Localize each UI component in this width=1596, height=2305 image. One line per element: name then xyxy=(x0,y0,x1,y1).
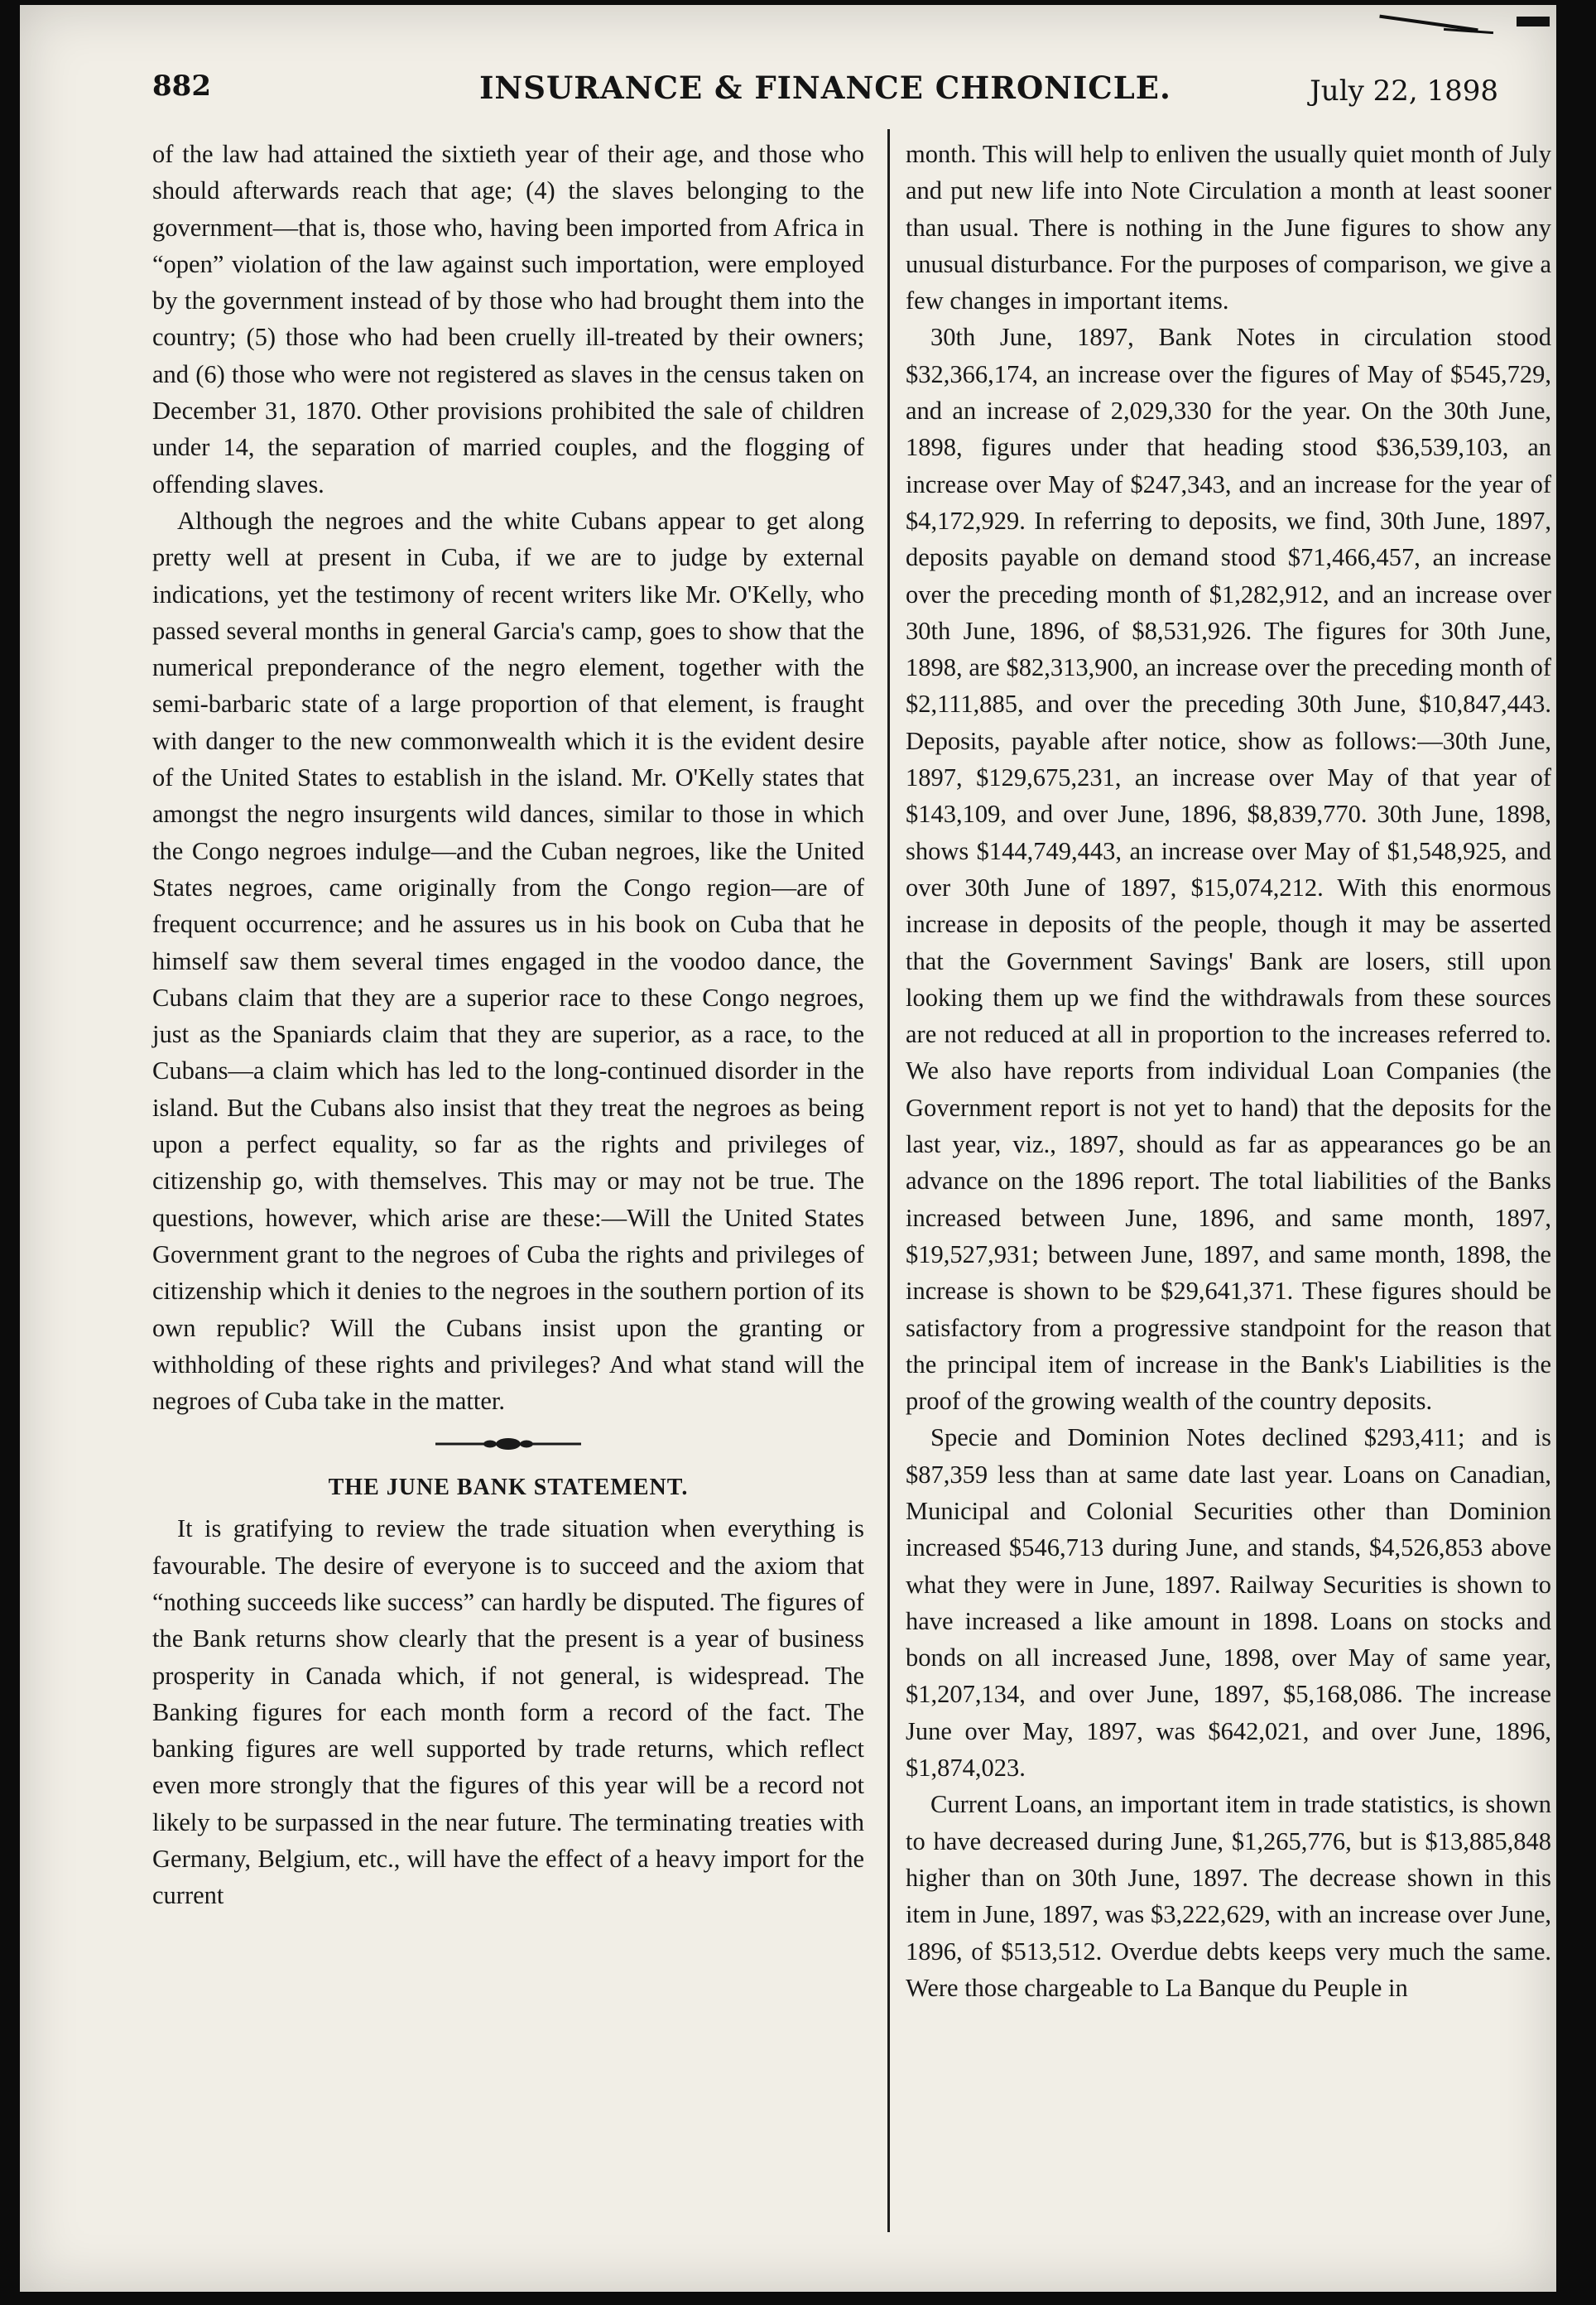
article-paragraph: of the law had attained the sixtieth year of their age, and those who should afterwards reach that age; (4) the slaves belonging to the government—that is, those who, having been imported from Africa in “open” violation of the law against such importation, were employed by the government instead of by those who had brought them into the country; (5) those who had been cruelly ill-treated by their owners; and (6) those who were not registered as slaves in the census taken on December 31, 1870. Other provisions prohibited the sale of children under 14, the separation of married couples, and the flogging of offending slaves. xyxy=(152,140,864,498)
issue-date: July 22, 1898 xyxy=(1310,75,1498,108)
page-number: 882 xyxy=(152,70,211,103)
section-heading: THE JUNE BANK STATEMENT. xyxy=(328,1475,689,1501)
column-rule xyxy=(887,129,890,2232)
article-paragraph: month. This will help to enliven the usually quiet month of July and put new life into Note Circulation a month at least sooner than usual. There is nothing in the June figures to show any unusual disturbance. For the purposes of comparison, we give a few changes in important items. xyxy=(906,140,1551,315)
section-divider-ornament xyxy=(152,1419,864,1469)
ornament-icon xyxy=(434,1436,583,1452)
scan-artifact xyxy=(1517,17,1550,26)
left-column xyxy=(152,136,864,1914)
right-column xyxy=(906,136,1551,2006)
article-paragraph: Current Loans, an important item in trade statistics, is shown to have decreased during June, $1,265,776, but is $13,885,848 higher than on 30th June, 1897. The decrease shown in this item in June, 1897, was $3,222,629, with an increase over June, 1896, of $513,512. Overdue debts keeps very much the same. Were those chargeable to La Banque du Peuple in xyxy=(906,1790,1551,2002)
journal-title: INSURANCE & FINANCE CHRONICLE. xyxy=(479,70,1171,106)
newspaper-page xyxy=(20,5,1556,2292)
page-header xyxy=(152,70,1498,119)
article-paragraph: Although the negroes and the white Cubans appear to get along pretty well at present in Cuba, if we are to judge by external indications, yet the testimony of recent writers like Mr. O'Kelly, who passed several months in general Garcia's camp, goes to show that the numerical preponderance of the negro element, together with the semi-barbaric state of a large proportion of that element, is fraught with danger to the new commonwealth which it is the evident desire of the United States to establish in the island. Mr. O'Kelly states that amongst the negro insurgents wild dances, similar to those in which the Congo negroes indulge—and the Cuban negroes, like the United States negroes, came originally from the Congo region—are of frequent occurrence; and he assures us in his book on Cuba that he himself saw them several times engaged in the voodoo dance, the Cubans claim that they are a superior race to these Congo negroes, just as the Spaniards claim that they are superior, as a race, to the Cubans—a claim which has led to the long-continued disorder in the island. But the Cubans also insist that they treat the negroes as being upon a perfect equality, so far as the rights and privileges of citizenship go, with themselves. This may or may not be true. The questions, however, which arise are these:—Will the United States Government grant to the negroes of Cuba the rights and privileges of citizenship which it denies to the negroes in the southern portion of its own republic? Will the Cubans insist upon the granting or withholding of these rights and privileges? And what stand will the negroes of Cuba take in the matter. xyxy=(152,506,864,1416)
article-paragraph: Specie and Dominion Notes declined $293,411; and is $87,359 less than at same date last year. Loans on Canadian, Municipal and Colonial Securities other than Dominion increased $546,713 during June, and stands, $4,526,853 above what they were in June, 1897. Railway Securities is shown to have increased a like amount in 1898. Loans on stocks and bonds on all increased June, 1898, over May of same year, $1,207,134, and over June, 1897, $5,168,086. The increase June over May, 1897, was $642,021, and over June, 1896, $1,874,023. xyxy=(906,1423,1551,1783)
article-paragraph: 30th June, 1897, Bank Notes in circulation stood $32,366,174, an increase over the figures of May of $545,729, and an increase of 2,029,330 for the year. On the 30th June, 1898, figures under that heading stood $36,539,103, an increase over May of $247,343, and an increase for the year of $4,172,929. In referring to deposits, we find, 30th June, 1897, deposits payable on demand stood $71,466,457, an increase over the preceding month of $1,282,912, and an increase over 30th June, 1896, of $8,531,926. The figures for 30th June, 1898, are $82,313,900, an increase over the preceding month of $2,111,885, and over the preceding 30th June, $10,847,443. Deposits, payable after notice, show as follows:—30th June, 1897, $129,675,231, an increase over May of that year of $143,109, and over June, 1896, $8,839,770. 30th June, 1898, shows $144,749,443, an increase over May of $1,548,925, and over 30th June of 1897, $15,074,212. With this enormous increase in deposits of the people, though it may be asserted that the Government Savings' Bank are losers, still upon looking them up we find the withdrawals from these sources are not reduced at all in proportion to the increases referred to. We also have reports from individual Loan Companies (the Government report is not yet to hand) that the deposits for the last year, viz., 1897, should as far as appearances go be an advance on the 1896 report. The total liabilities of the Banks increased between June, 1896, and same month, 1897, $19,527,931; between June, 1897, and same month, 1898, the increase is shown to be $29,641,371. These figures should be satisfactory from a progressive standpoint for the reason that the principal item of increase in the Bank's Liabilities is the proof of the growing wealth of the country deposits. xyxy=(906,323,1551,1416)
article-paragraph: It is gratifying to review the trade situation when everything is favourable. The desire of everyone is to succeed and the axiom that “nothing succeeds like success” can hardly be disputed. The figures of the Bank returns show clearly that the present is a year of business prosperity in Canada which, if not general, is widespread. The Banking figures for each month form a record of the fact. The banking figures are well supported by trade returns, which reflect even more strongly that the figures of this year will be a record not likely to be surpassed in the near future. The terminating treaties with Germany, Belgium, etc., will have the effect of a heavy import for the current xyxy=(152,1514,864,1910)
